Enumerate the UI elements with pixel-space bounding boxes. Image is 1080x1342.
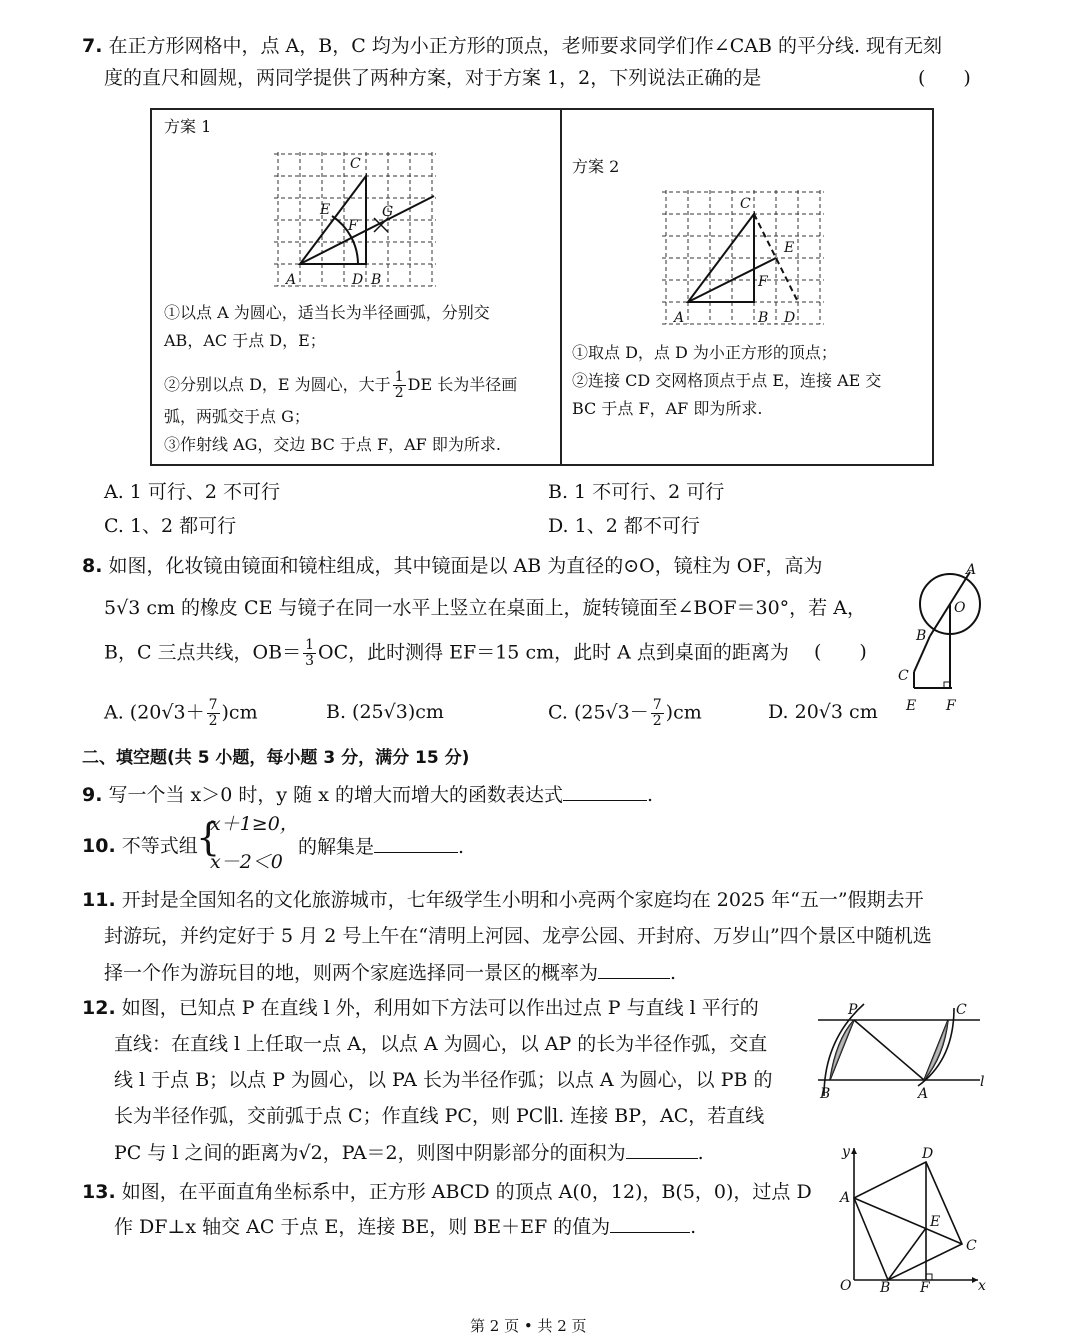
q8-optA-num: 7 (208, 697, 218, 713)
scheme1-figure (270, 148, 440, 290)
q13-number: 13. (82, 1181, 116, 1203)
q8-answer-paren: ( ) (814, 641, 867, 663)
q8-label-o: O (954, 600, 966, 616)
q13-label-x: x (978, 1278, 986, 1292)
q13-line2 (114, 1214, 696, 1239)
q8-option-a (104, 698, 258, 729)
q13-answer-blank[interactable] (610, 1214, 690, 1233)
scheme2-step2a: ②连接 CD 交网格顶点于点 E，连接 AE 交 (572, 371, 882, 390)
scheme2-figure (660, 186, 830, 328)
q12-label-l: l (980, 1074, 985, 1090)
q8-optA-den: 2 (208, 713, 218, 729)
q12-line5 (114, 1140, 704, 1165)
q9-line (82, 782, 653, 807)
q9-number: 9. (82, 784, 103, 806)
segment-pa (854, 1020, 924, 1080)
arc-left-outer (824, 1004, 864, 1096)
q8-frac-den: 3 (305, 653, 315, 669)
q9-text: 写一个当 x＞0 时，y 随 x 的增大而增大的函数表达式 (108, 784, 563, 806)
s2-label-f: F (758, 274, 768, 290)
q11-line2: 封游玩，并约定好于 5 月 2 号上午在“清明上河园、龙亭公园、开封府、万岁山”四个景区中随机选 (104, 925, 932, 947)
q8-label-c: C (898, 668, 909, 684)
q13-label-f: F (920, 1280, 930, 1292)
scheme2-step2b: BC 于点 F，AF 即为所求. (572, 399, 763, 418)
q13-line1 (82, 1180, 812, 1204)
q11-text-line1: 开封是全国知名的文化旅游城市，七年级学生小明和小亮两个家庭均在 2025 年“五一”假期去开 (121, 889, 924, 911)
scheme2-title: 方案 2 (572, 157, 620, 176)
scheme1-step1b: AB，AC 于点 D，E； (164, 331, 326, 350)
q8-option-d: D. 20√3 cm (768, 701, 878, 723)
q13-label-o: O (840, 1278, 852, 1292)
q8-optC-pre: C. (25√3－ (548, 701, 649, 724)
s2-label-b: B (758, 310, 769, 326)
q11-line1 (82, 888, 924, 912)
scheme1-step3: ③作射线 AG，交边 BC 于点 F，AF 即为所求. (164, 435, 501, 454)
q13-label-b: B (880, 1280, 891, 1292)
q7-scheme-divider (560, 108, 562, 464)
segment-be (888, 1228, 926, 1280)
page-footer: 第 2 页 • 共 2 页 (470, 1317, 587, 1335)
scheme1-step2a-post: DE 长为半径画 (407, 375, 518, 394)
q11-end: . (670, 962, 677, 984)
q7-option-d: D. 1、2 都不可行 (548, 515, 700, 537)
q10-post: 的解集是 (298, 836, 375, 858)
q13-text-line1: 如图，在平面直角坐标系中，正方形 ABCD 的顶点 A(0，12)，B(5，0)，过点 D (121, 1181, 812, 1203)
q12-number: 12. (82, 997, 116, 1019)
scheme1-step2b: 弧，两弧交于点 G； (164, 407, 310, 426)
q13-text-line2: 作 DF⊥x 轴交 AC 于点 E，连接 BE，则 BE＋EF 的值为 (114, 1216, 611, 1238)
s2-label-d: D (784, 310, 796, 326)
q12-label-b: B (820, 1086, 831, 1102)
q7-answer-paren: ( ) (918, 67, 971, 89)
q12-line4: 长为半径作弧，交前弧于点 C；作直线 PC，则 PC∥l. 连接 BP，AC，若直线 (114, 1105, 765, 1127)
q10-end: . (458, 836, 465, 858)
scheme1-step1a: ①以点 A 为圆心，适当长为半径画弧，分别交 (164, 303, 490, 322)
q10-post-line (298, 834, 464, 859)
q8-mirror-figure (890, 560, 1000, 720)
q13-label-e: E (930, 1214, 941, 1230)
q10-line (82, 834, 198, 858)
q8-optC-post: )cm (665, 701, 702, 724)
q7-line1 (82, 34, 942, 58)
q8-line3-post: OC，此时测得 EF＝15 cm，此时 A 点到桌面的距离为 (318, 641, 789, 664)
q12-answer-blank[interactable] (626, 1140, 698, 1159)
q11-number: 11. (82, 889, 116, 911)
q8-label-b: B (916, 628, 927, 644)
q8-fraction (303, 638, 316, 669)
q12-text-line5: PC 与 l 之间的距离为√2，PA＝2，则图中阴影部分的面积为 (114, 1142, 626, 1164)
q8-line1 (82, 554, 823, 578)
q9-end: . (646, 784, 653, 806)
q8-label-e: E (906, 698, 917, 714)
s1-label-e: E (320, 202, 331, 218)
scheme1-step2a (164, 370, 517, 401)
q8-line2: 5√3 cm 的橡皮 CE 与镜子在同一水平上竖立在桌面上，旋转镜面至∠BOF＝30°，若 A， (104, 597, 866, 619)
q13-coordinate-figure (828, 1140, 988, 1292)
scheme1-step2a-pre: ②分别以点 D，E 为圆心，大于 (164, 375, 391, 394)
q11-text-line3: 择一个作为游玩目的地，则两个家庭选择同一景区的概率为 (104, 962, 599, 984)
s1-label-b: B (371, 272, 382, 288)
q7-option-b: B. 1 不可行、2 可行 (548, 481, 725, 503)
q7-text-line1: 在正方形网格中，点 A，B，C 均为小正方形的顶点，老师要求同学们作∠CAB 的平分线. 现有无刻 (108, 35, 943, 57)
q12-end: . (697, 1142, 704, 1164)
q12-line2: 直线：在直线 l 上任取一点 A，以点 A 为圆心，以 AP 的长为半径作弧，交直 (114, 1033, 768, 1055)
q12-line3: 线 l 于点 B；以点 P 为圆心，以 PA 长为半径作弧；以点 A 为圆心，以 PB 的 (114, 1069, 773, 1091)
q8-optC-den: 2 (652, 713, 662, 729)
q8-optA-frac (207, 698, 220, 729)
section2-heading: 二、填空题(共 5 小题，每小题 3 分，满分 15 分) (82, 748, 470, 768)
q12-line1 (82, 996, 759, 1020)
s1-label-a: A (286, 272, 297, 288)
q11-answer-blank[interactable] (598, 960, 670, 979)
s1-label-g: G (382, 204, 394, 220)
q7-option-a: A. 1 可行、2 不可行 (104, 481, 281, 503)
frac-num: 1 (394, 369, 404, 385)
q13-label-a: A (840, 1190, 851, 1206)
q10-pre: 不等式组 (121, 835, 198, 857)
q8-option-c (548, 698, 702, 729)
scheme2-step1: ①取点 D，点 D 为小正方形的顶点； (572, 343, 837, 362)
q12-figure (814, 1000, 990, 1104)
scheme1-fraction (393, 370, 406, 401)
q10-ineq2: x－2＜0 (210, 851, 283, 873)
q13-label-c: C (966, 1238, 977, 1254)
q10-brace: { (196, 815, 221, 859)
q8-optC-num: 7 (652, 697, 662, 713)
q13-label-d: D (922, 1146, 934, 1162)
q12-label-p: P (848, 1002, 858, 1018)
q13-end: . (690, 1216, 697, 1238)
q11-line3 (104, 960, 676, 985)
q8-label-a: A (966, 562, 977, 578)
q8-frac-num: 1 (305, 637, 315, 653)
s2-label-c: C (740, 196, 751, 212)
q8-line3 (104, 638, 789, 669)
q8-line3-pre: B，C 三点共线，OB＝ (104, 641, 302, 664)
s1-label-c: C (350, 156, 361, 172)
q8-number: 8. (82, 555, 103, 577)
q8-text-line1: 如图，化妆镜由镜面和镜柱组成，其中镜面是以 AB 为直径的⊙O，镜柱为 OF，高为 (108, 555, 823, 577)
q8-optA-pre: A. (20√3＋ (104, 701, 205, 724)
q10-ineq1: x＋1≥0， (210, 813, 299, 835)
s2-label-e: E (784, 240, 795, 256)
q8-label-f: F (946, 698, 956, 714)
s1-label-f: F (348, 218, 358, 234)
q12-label-c: C (956, 1002, 967, 1018)
q12-text-line1: 如图，已知点 P 在直线 l 外，利用如下方法可以作出过点 P 与直线 l 平行的 (121, 997, 759, 1019)
q8-option-b: B. (25√3)cm (326, 701, 444, 723)
q7-line2: 度的直尺和圆规，两同学提供了两种方案，对于方案 1，2，下列说法正确的是 (104, 67, 762, 89)
q13-label-y: y (842, 1144, 850, 1160)
q10-answer-blank[interactable] (374, 834, 458, 853)
q9-answer-blank[interactable] (563, 782, 647, 801)
q7-number: 7. (82, 35, 103, 57)
s1-label-d: D (352, 272, 364, 288)
q8-optA-post: )cm (221, 701, 258, 724)
s2-label-a: A (674, 310, 685, 326)
q8-optC-frac (651, 698, 664, 729)
q10-number: 10. (82, 835, 116, 857)
scheme1-title: 方案 1 (164, 117, 212, 136)
q7-option-c: C. 1、2 都可行 (104, 515, 237, 537)
frac-den: 2 (394, 385, 404, 401)
q12-label-a: A (918, 1086, 929, 1102)
